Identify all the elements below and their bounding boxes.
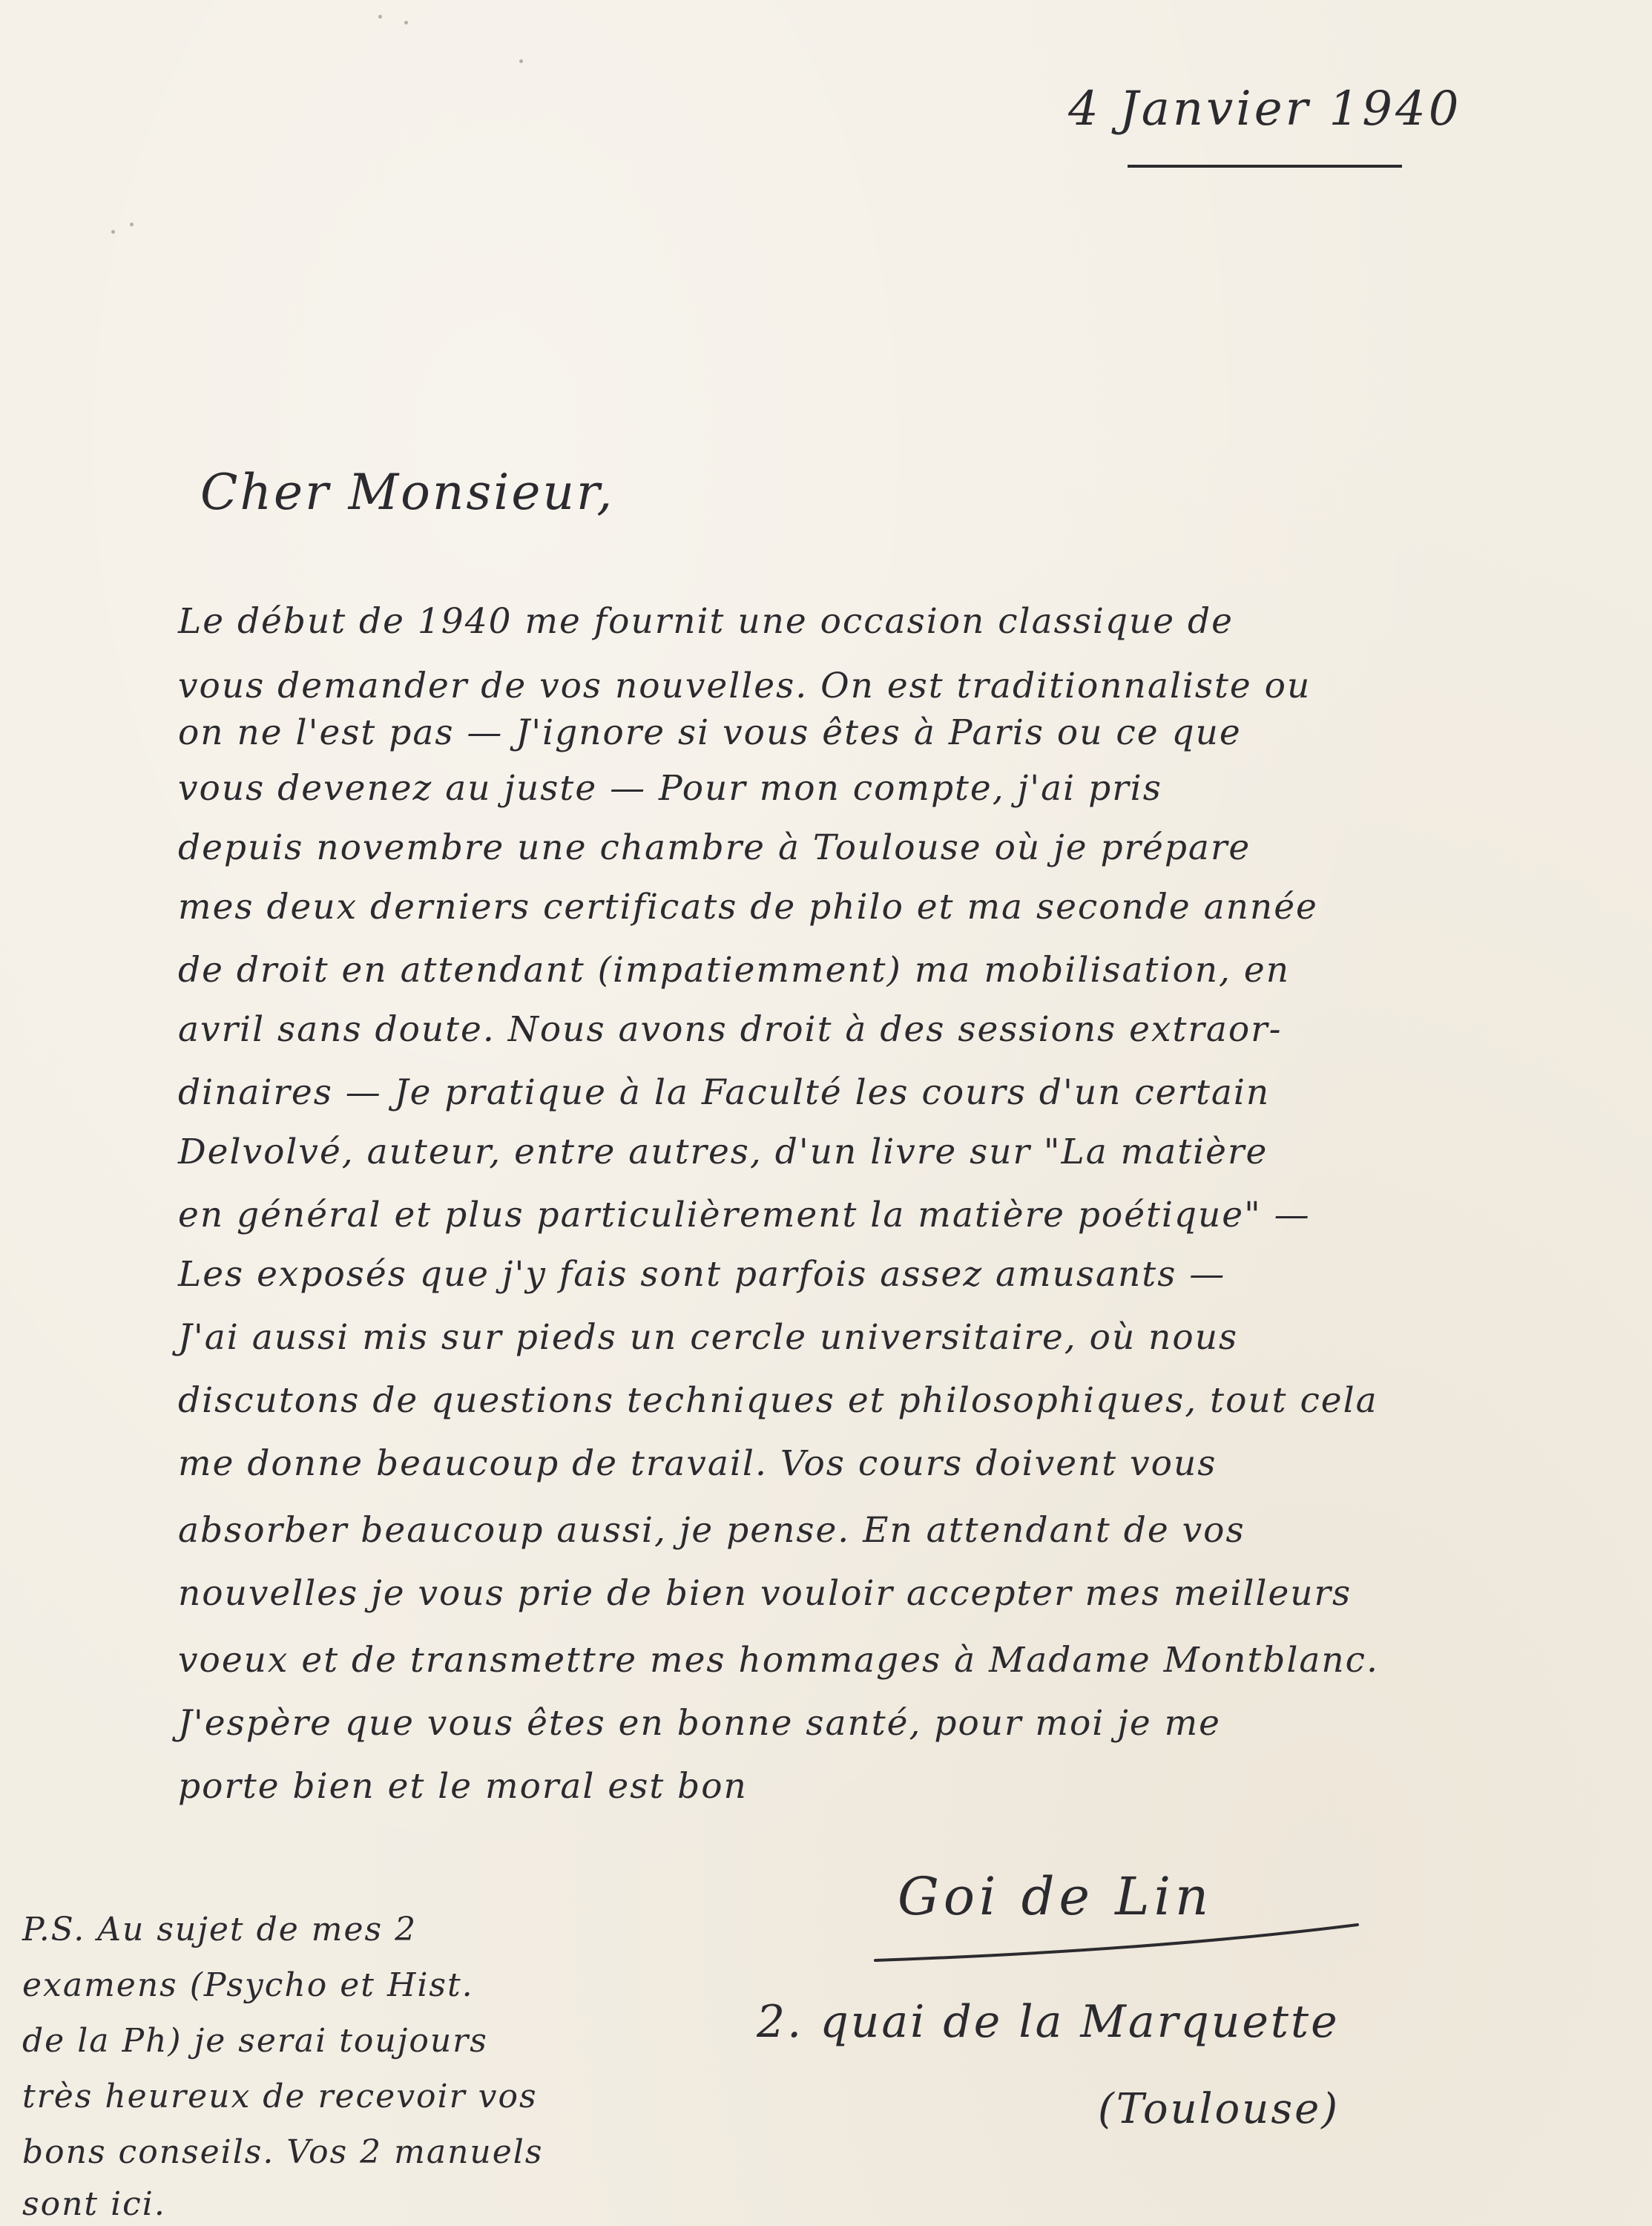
body-line: de droit en attendant (impatiemment) ma mobilisation, en: [178, 950, 1290, 991]
paper-speck: [130, 223, 134, 226]
postscript-line: très heureux de recevoir vos: [22, 2078, 538, 2115]
paper-speck: [111, 230, 115, 234]
date-underline: [1128, 165, 1402, 168]
postscript-line: bons conseils. Vos 2 manuels: [22, 2133, 544, 2171]
body-line: vous devenez au juste — Pour mon compte, j'ai pris: [178, 768, 1162, 809]
letter-date: 4 Janvier 1940: [1068, 82, 1462, 137]
paper-speck: [404, 21, 408, 24]
sender-city: (Toulouse): [1098, 2085, 1340, 2133]
salutation: Cher Monsieur,: [200, 464, 615, 521]
signature: Goi de Lin: [898, 1866, 1214, 1927]
body-line: me donne beaucoup de travail. Vos cours doivent vous: [178, 1443, 1217, 1484]
postscript-line: P.S. Au sujet de mes 2: [22, 1911, 418, 1948]
body-line: discutons de questions techniques et philosophiques, tout cela: [178, 1380, 1378, 1421]
body-line: absorber beaucoup aussi, je pense. En attendant de vos: [178, 1510, 1245, 1551]
body-line: Le début de 1940 me fournit une occasion classique de: [178, 601, 1234, 642]
postscript-line: examens (Psycho et Hist.: [22, 1966, 474, 2004]
paper-speck: [378, 15, 382, 19]
body-line: Les exposés que j'y fais sont parfois assez amusants —: [178, 1254, 1226, 1295]
body-line: J'espère que vous êtes en bonne santé, pour moi je me: [178, 1703, 1221, 1744]
body-line: Delvolvé, auteur, entre autres, d'un livre sur "La matière: [178, 1132, 1268, 1172]
postscript-line: de la Ph) je serai toujours: [22, 2022, 488, 2060]
body-line: avril sans doute. Nous avons droit à des sessions extraor-: [178, 1009, 1283, 1050]
body-line: voeux et de transmettre mes hommages à Madame Montblanc.: [178, 1640, 1379, 1681]
body-line: nouvelles je vous prie de bien vouloir accepter mes meilleurs: [178, 1573, 1352, 1614]
body-line: en général et plus particulièrement la matière poétique" —: [178, 1195, 1311, 1235]
postscript-line: sont ici.: [22, 2185, 166, 2223]
body-line: depuis novembre une chambre à Toulouse où je prépare: [178, 827, 1251, 868]
body-line: J'ai aussi mis sur pieds un cercle universitaire, où nous: [178, 1317, 1239, 1358]
paper-speck: [519, 59, 523, 63]
body-line: on ne l'est pas — J'ignore si vous êtes à Paris ou ce que: [178, 712, 1242, 753]
body-line: vous demander de vos nouvelles. On est traditionnaliste ou: [178, 666, 1312, 706]
sender-address: 2. quai de la Marquette: [757, 1996, 1340, 2048]
body-line: dinaires — Je pratique à la Faculté les cours d'un certain: [178, 1072, 1271, 1113]
signature-flourish: [868, 1892, 1372, 1974]
body-line: mes deux derniers certificats de philo et ma seconde année: [178, 887, 1318, 928]
body-line: porte bien et le moral est bon: [178, 1766, 748, 1807]
